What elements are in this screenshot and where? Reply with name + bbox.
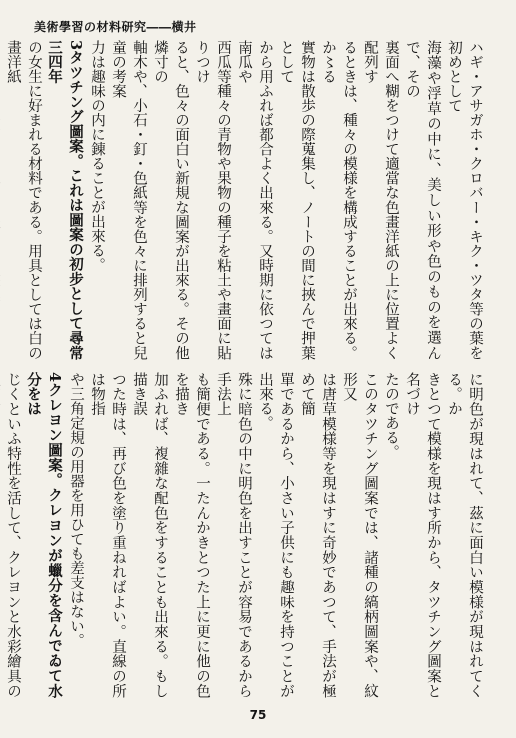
text-column: も簡便である。一たんかきとつた上に更に他の色を描き	[173, 372, 210, 698]
text-column: ると、色々の面白い新規な圖案が出來る。その他燐寸の	[152, 40, 189, 360]
text-column: このタツチング圖案では、諸種の縞柄圖案や、紋形又	[341, 372, 378, 698]
text-column: 實物は散歩の際蒐集し、ノートの間に挾んで押葉として	[278, 40, 315, 360]
block-divider	[30, 364, 485, 365]
upper-text-block	[5, 40, 485, 360]
text-column: や三角定規の用器を用ひても差支はない。	[68, 372, 84, 648]
text-column: つた時は、再び色を塗り重ねればよい。直線の所は物指	[89, 372, 126, 698]
text-column: 力は趣味の内に錬ることが出來る。	[89, 40, 105, 272]
text-column: に明色が現はれて、茲に面白い模様が現はれてくる。か	[446, 372, 483, 698]
lower-text-block	[5, 372, 485, 698]
text-column: 軸木や、小石・釘・色紙等を色々に排列すると兒童の考案	[110, 40, 147, 360]
text-column: るときは、種々の模様を構成することが出來る。か〻る	[320, 40, 357, 360]
running-header: 美術學習の材料研究――横井	[34, 20, 197, 34]
text-column: 加ふれば、複雜な配色をすることも出來る。もし描き誤	[131, 372, 168, 698]
page-number: 75	[249, 708, 267, 722]
text-column: から用ふれば都合よく出來る。又時期に依つては南瓜や	[236, 40, 273, 360]
text-column: 海藻や浮草の中に、美しい形や色のものを選んで、その	[404, 40, 441, 360]
text-column: たのである。	[383, 372, 399, 459]
text-column	[0, 40, 2, 360]
text-column: ハギ・アサガホ・クロバー・キク・ツタ等の葉を初めとして	[446, 40, 483, 360]
text-column: じくといふ特性を活して、クレヨンと水彩繪具の	[5, 372, 21, 698]
text-column: 西瓜等種々の青物や果物の種子を粘土や畫面に貼りつけ	[194, 40, 231, 360]
section-heading-crayon: 4クレヨン圖案。クレヨンが蠟分を含んでゐて水分をは	[25, 372, 63, 698]
text-column: 殊に暗色の中に明色を出すことが容易であるから手法上	[215, 372, 252, 698]
text-column: 裏面へ糊をつけて適當な色畫洋紙の上に位置よく配列す	[362, 40, 399, 360]
text-column: きとつて模様を現はす所から、タツチング圖案と名づけ	[404, 372, 441, 698]
text-column: の女生に好まれる材料である。用具としては白の畫洋紙	[5, 40, 42, 360]
text-column: は唐草模様等を現はすに奇妙であつて、手法が極めて簡	[299, 372, 336, 698]
text-column: 單であるから、小さい子供にも趣味を持つことが出來る。	[257, 372, 294, 698]
section-heading-touching: 3タツチング圖案。これは圖案の初步として尋常三四年	[46, 40, 84, 360]
